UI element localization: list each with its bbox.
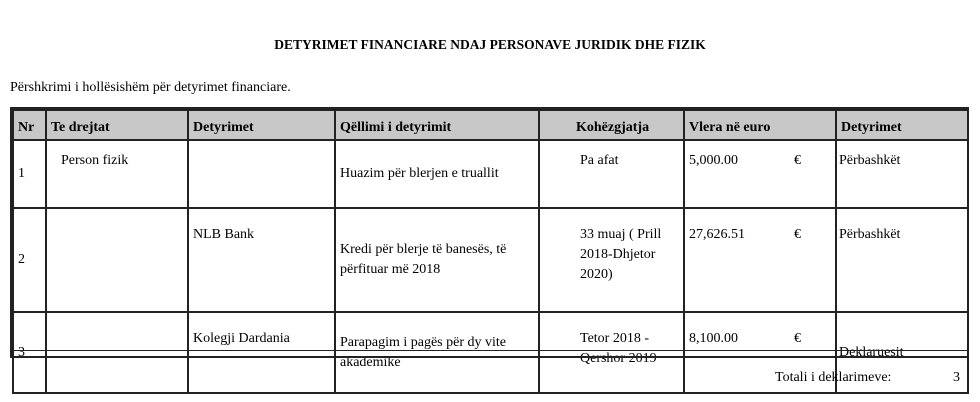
header-vlera: Vlera në euro bbox=[684, 110, 836, 140]
cell-qellimi: Kredi për blerje të banesës, të përfituar më 2018 bbox=[335, 208, 539, 312]
euro-symbol: € bbox=[794, 153, 801, 168]
cell-detyrimet: NLB Bank bbox=[188, 208, 335, 312]
euro-symbol: € bbox=[794, 331, 801, 346]
header-kohezgjatja: Kohëzgjatja bbox=[539, 110, 684, 140]
cell-detyrimet-2: Përbashkët bbox=[836, 208, 968, 312]
cell-kohezgjatja: Pa afat bbox=[539, 140, 684, 208]
value-amount: 8,100.00 bbox=[689, 331, 738, 346]
table-header-row bbox=[13, 110, 968, 140]
cell-detyrimet-2: Deklaruesit bbox=[836, 312, 968, 393]
header-qellimi: Qëllimi i detyrimit bbox=[335, 110, 539, 140]
total-value: 3 bbox=[953, 370, 960, 385]
table-bottom-double-line bbox=[10, 350, 967, 358]
cell-te-drejtat bbox=[46, 208, 188, 312]
header-nr: Nr bbox=[13, 110, 46, 140]
cell-nr: 2 bbox=[13, 208, 46, 312]
value-amount: 27,626.51 bbox=[689, 227, 745, 242]
cell-nr: 3 bbox=[13, 312, 46, 393]
header-detyrimet: Detyrimet bbox=[188, 110, 335, 140]
cell-detyrimet-2: Përbashkët bbox=[836, 140, 968, 208]
page-title: DETYRIMET FINANCIARE NDAJ PERSONAVE JURIDIK DHE FIZIK bbox=[274, 37, 706, 52]
euro-symbol: € bbox=[794, 227, 801, 242]
cell-te-drejtat: Person fizik bbox=[46, 140, 188, 208]
header-detyrimet-2: Detyrimet bbox=[836, 110, 968, 140]
cell-qellimi: Huazim për blerjen e truallit bbox=[335, 140, 539, 208]
value-amount: 5,000.00 bbox=[689, 153, 738, 168]
table-row bbox=[13, 208, 968, 312]
cell-detyrimet: Kolegji Dardania bbox=[188, 312, 335, 393]
cell-kohezgjatja: Tetor 2018 - Qershor 2019 bbox=[539, 312, 684, 393]
cell-qellimi: Parapagim i pagës për dy vite akademike bbox=[335, 312, 539, 393]
cell-vlera bbox=[684, 140, 836, 208]
table-row bbox=[13, 140, 968, 208]
header-te-drejtat: Te drejtat bbox=[46, 110, 188, 140]
cell-nr: 1 bbox=[13, 140, 46, 208]
total-label: Totali i deklarimeve: bbox=[775, 370, 892, 385]
cell-kohezgjatja: 33 muaj ( Prill 2018-Dhjetor 2020) bbox=[539, 208, 684, 312]
cell-detyrimet bbox=[188, 140, 335, 208]
cell-vlera bbox=[684, 208, 836, 312]
section-description: Përshkrimi i hollësishëm për detyrimet financiare. bbox=[10, 80, 291, 95]
obligations-table-frame bbox=[10, 107, 969, 370]
